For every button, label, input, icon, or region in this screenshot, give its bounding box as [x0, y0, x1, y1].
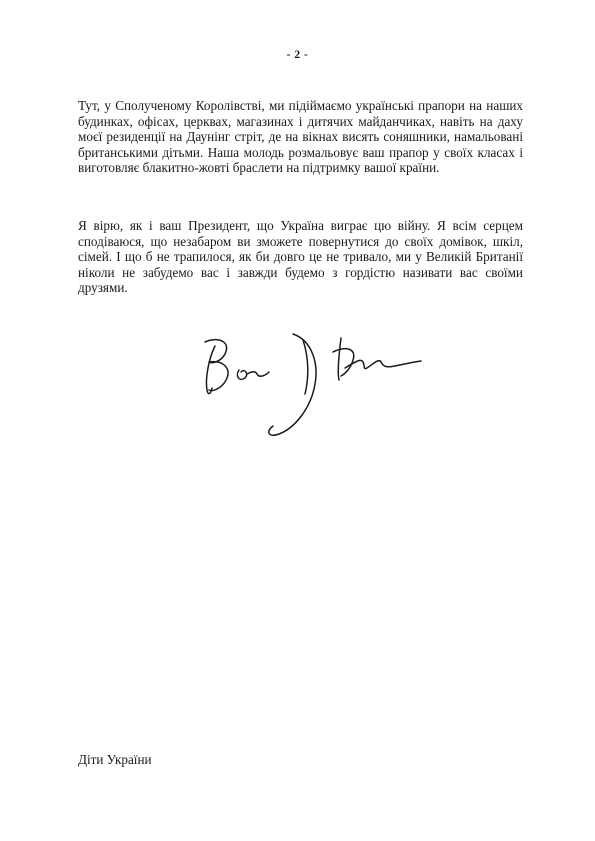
body-paragraph: Тут, у Сполученому Королівстві, ми підіймаємо українські прапори на наших будинках, офісах, церквах, магазинах і дитячих майданчиках, навіть на даху моєї резиденції на Даунінг стріт, де на вікнах висять соняшники, намальовані британськими дітьми. Наша молодь розмальовує ваш прапор у своїх класах і виготовляє блакитно-жовті браслети на підтримку вашої країни.	[78, 98, 523, 176]
signature-strokes	[205, 334, 421, 435]
closing-addressee: Діти України	[78, 752, 152, 767]
handwritten-signature	[195, 328, 425, 448]
body-paragraph: Я вірю, як і ваш Президент, що Україна виграє цю війну. Я всім серцем сподіваюся, що незабаром ви зможете повернутися до своїх домівок, шкіл, сімей. І що б не трапилося, як би довго це не тривало, ми у Великій Британії ніколи не забудемо вас і завжди будемо з гордістю називати вас своїми друзями.	[78, 218, 523, 296]
page-number: - 2 -	[286, 49, 309, 61]
